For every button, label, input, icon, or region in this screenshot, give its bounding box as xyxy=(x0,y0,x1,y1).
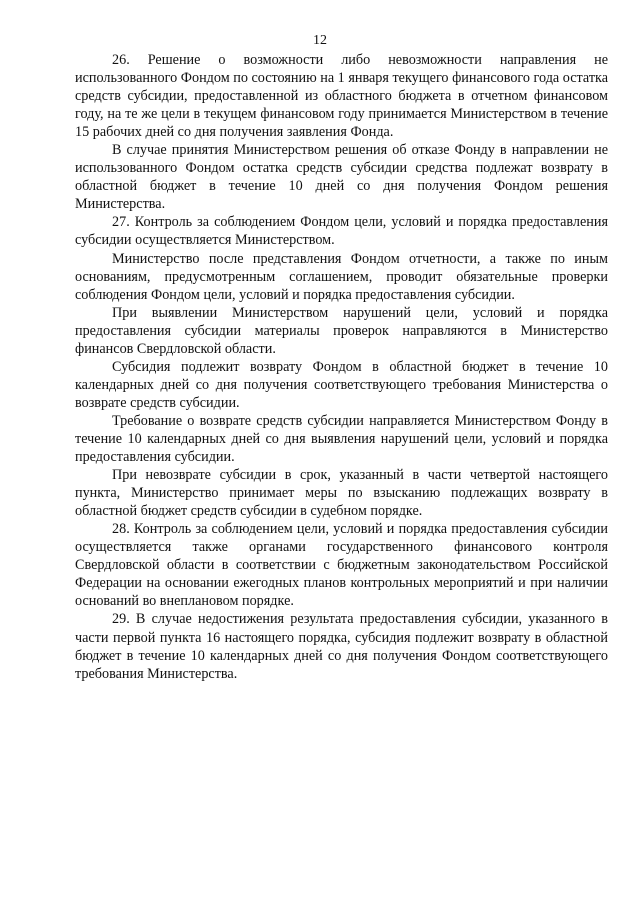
paragraph-27-requirement: Требование о возврате средств субсидии направляется Министерством Фонду в течение 10 календарных дней со дня выявления нарушений цели, условий и порядка предоставления субсидии. xyxy=(75,412,608,466)
paragraph-26-decision: 26. Решение о возможности либо невозможности направления не использованного Фондом по состоянию на 1 января текущего финансового года остатка средств субсидии, предоставленной из областного бюджета в отчетном финансовом году, на те же цели в текущем финансовом году принимается Министерством в течение 15 рабочих дней со дня получения заявления Фонда. xyxy=(75,52,608,141)
document-body xyxy=(75,51,608,683)
paragraph-27-control: 27. Контроль за соблюдением Фондом цели, условий и порядка предоставления субсидии осуществляется Министерством. xyxy=(75,214,608,249)
paragraph-29-result-failure: 29. В случае недостижения результата предоставления субсидии, указанного в части первой пункта 16 настоящего порядка, субсидия подлежит возврату в областной бюджет в течение 10 календарных дней со дня получения Фондом соответствующего требования Министерства. xyxy=(75,611,608,682)
paragraph-26-refusal: В случае принятия Министерством решения об отказе Фонду в направлении не использованного Фондом остатка средств субсидии средства подлежат возврату в областной бюджет в течение 10 дней со дня получения Фондом решения Министерства. xyxy=(75,142,608,213)
paragraph-27-violations: При выявлении Министерством нарушений цели, условий и порядка предоставления субсидии материалы проверок направляются в Министерство финансов Свердловской области. xyxy=(75,304,608,357)
page-number: 12 xyxy=(313,33,327,48)
paragraph-27-inspections: Министерство после представления Фондом отчетности, а также по иным основаниям, предусмотренным соглашением, проводит обязательные проверки соблюдения Фондом цели, условий и порядка предоставления субсидии. xyxy=(75,250,608,303)
paragraph-27-return: Субсидия подлежит возврату Фондом в областной бюджет в течение 10 календарных дней со дня получения соответствующего требования Министерства о возврате средств субсидии. xyxy=(75,358,608,411)
paragraph-28-state-control: 28. Контроль за соблюдением цели, условий и порядка предоставления субсидии осуществляется также органами государственного финансового контроля Свердловской области в соответствии с бюджетным законодательством Российской Федерации на основании ежегодных планов контрольных мероприятий и при наличии оснований во внеплановом порядке. xyxy=(75,521,608,610)
paragraph-27-non-return: При невозврате субсидии в срок, указанный в части четвертой настоящего пункта, Министерство принимает меры по взысканию подлежащих возврату в областной бюджет средств субсидии в судебном порядке. xyxy=(75,467,608,520)
